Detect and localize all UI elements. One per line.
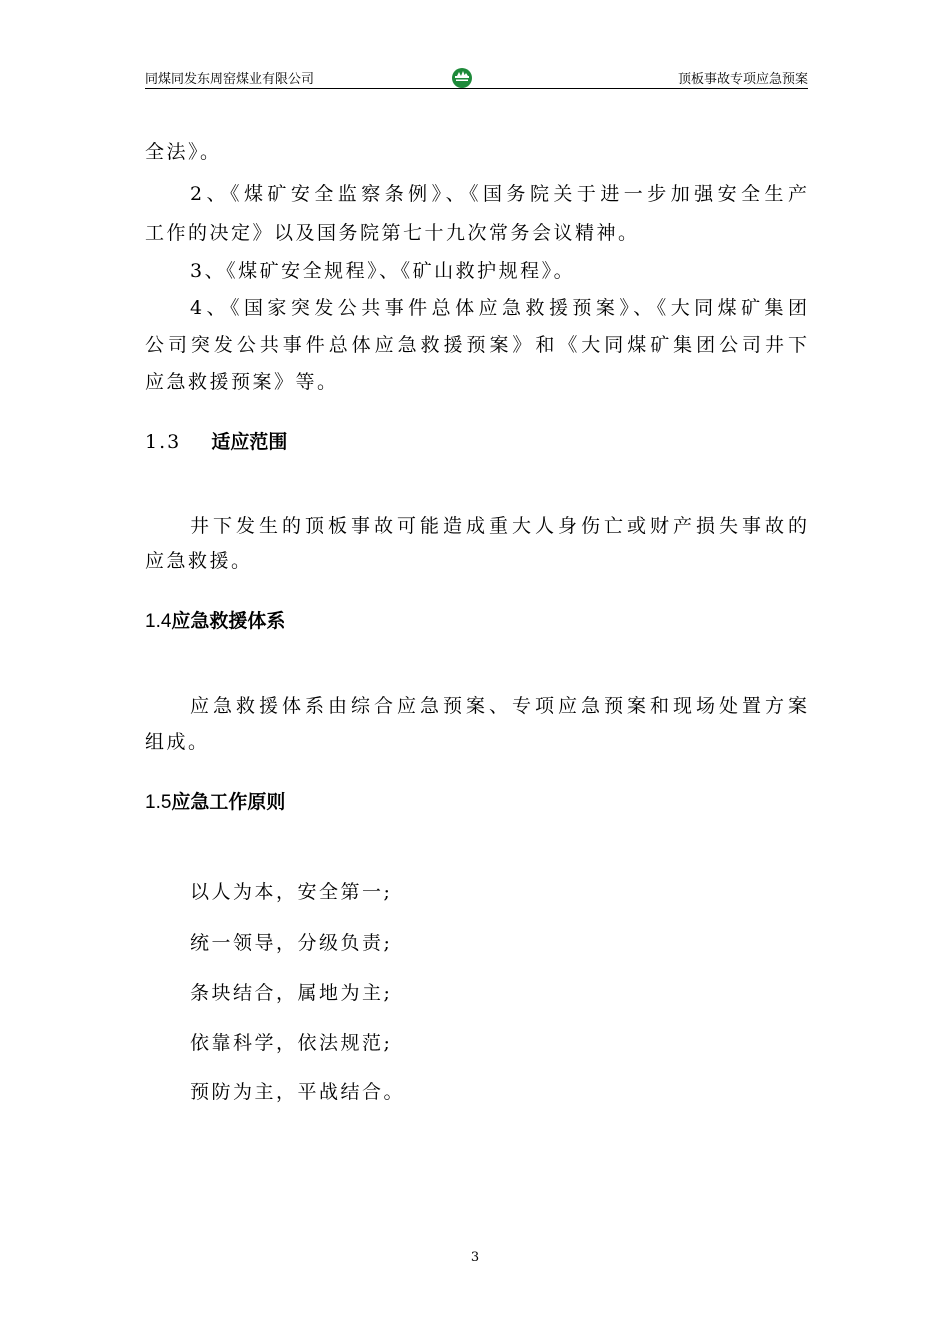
principle-item: 预防为主，平战结合。 [190,1081,406,1103]
section-number: 1.5 [145,792,172,813]
list-item-2-line-1: 2、《煤矿安全监察条例》、《国务院关于进一步加强安全生产 [190,183,807,205]
system-line-2: 组成。 [145,731,210,753]
section-title: 应急工作原则 [171,791,286,813]
list-item-4-line-2: 公司突发公共事件总体应急救援预案》和《大同煤矿集团公司井下 [145,334,807,356]
section-heading-1-4 [145,609,285,634]
section-title: 适应范围 [211,431,288,453]
principle-item: 以人为本，安全第一; [190,881,393,903]
section-number: 1.4 [145,611,172,632]
page-number: 3 [470,1250,480,1265]
principle-item: 依靠科学，依法规范; [190,1032,393,1054]
header-company-name: 同煤同发东周窑煤业有限公司 [145,72,315,87]
company-logo-icon [451,67,473,89]
section-heading-1-5 [145,790,285,815]
list-item-4-line-1: 4、《国家突发公共事件总体应急救援预案》、《大同煤矿集团 [190,297,807,319]
principle-item: 条块结合，属地为主; [190,982,393,1004]
section-number: 1.3 [145,431,182,453]
header-document-title: 顶板事故专项应急预案 [677,72,808,87]
system-line-1: 应急救援体系由综合应急预案、专项应急预案和现场处置方案 [190,695,807,717]
list-item-4-line-3: 应急救援预案》等。 [145,371,339,393]
scope-line-1: 井下发生的顶板事故可能造成重大人身伤亡或财产损失事故的 [190,515,807,537]
section-heading-1-3 [145,430,287,454]
principle-item: 统一领导，分级负责; [190,932,393,954]
page-header [145,62,808,89]
section-title: 应急救援体系 [171,610,286,632]
scope-line-2: 应急救援。 [145,550,253,572]
list-item-3-line-1: 3、《煤矿安全规程》、《矿山救护规程》。 [190,260,576,282]
paragraph-1-line-1: 全法》。 [145,141,222,163]
list-item-2-line-2: 工作的决定》以及国务院第七十九次常务会议精神。 [145,222,640,244]
